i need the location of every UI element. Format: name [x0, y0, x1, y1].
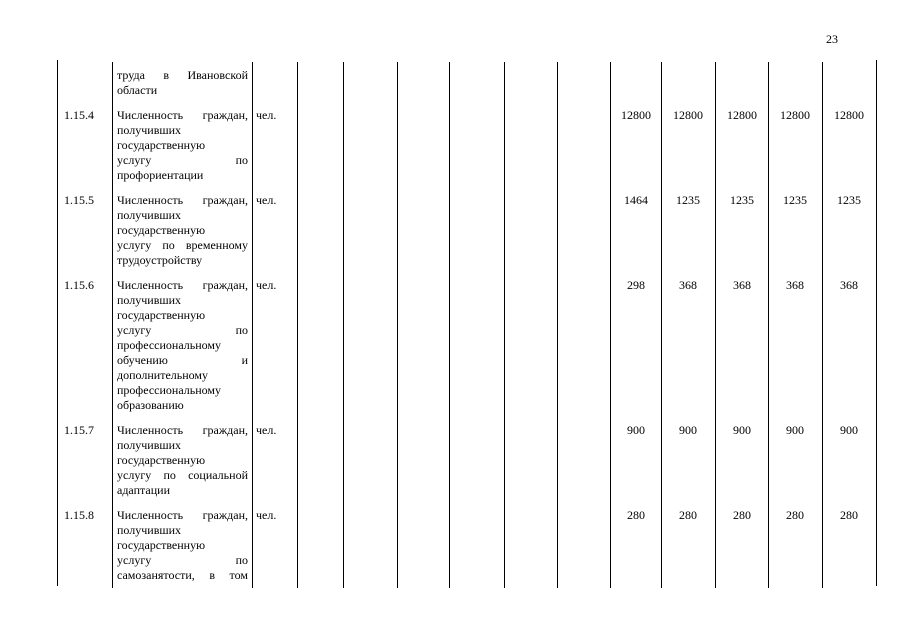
- value-cell: 280: [840, 508, 858, 522]
- indicator-name: [117, 423, 248, 498]
- indicator-name-line: услугу по: [117, 553, 248, 567]
- indicator-name-line: получивших: [117, 438, 182, 452]
- indicator-name-line: обучению и: [117, 353, 248, 367]
- indicator-name-line: Численность граждан,: [117, 508, 248, 522]
- value-cell: 368: [786, 278, 804, 292]
- column-border: [252, 62, 253, 588]
- value-cell: 298: [627, 278, 645, 292]
- indicator-name-line: государственную: [117, 453, 206, 467]
- indicator-name-line: услугу по: [117, 323, 248, 337]
- row-number: 1.15.8: [64, 508, 94, 522]
- indicator-name: [117, 108, 248, 183]
- indicator-name-line: государственную: [117, 138, 206, 152]
- column-border: [557, 62, 558, 588]
- value-cell: 900: [786, 423, 804, 437]
- column-border: [715, 62, 716, 588]
- unit-cell: чел.: [256, 508, 277, 522]
- indicator-name-line: услугу по временному: [117, 238, 248, 252]
- unit-cell: чел.: [256, 278, 277, 292]
- indicator-name-line: трудоустройству: [117, 253, 203, 267]
- indicator-name-line: получивших: [117, 123, 182, 137]
- unit-cell: чел.: [256, 423, 277, 437]
- indicator-name-line: образованию: [117, 398, 184, 412]
- column-border: [768, 62, 769, 588]
- value-cell: 1235: [837, 193, 861, 207]
- column-border: [297, 62, 298, 588]
- indicator-name-line: Численность граждан,: [117, 278, 248, 292]
- indicator-name-line: труда в Ивановской: [117, 68, 248, 82]
- row-number: 1.15.4: [64, 108, 94, 122]
- indicator-name-line: получивших: [117, 293, 182, 307]
- row-number: 1.15.5: [64, 193, 94, 207]
- indicator-name-line: государственную: [117, 308, 206, 322]
- indicator-name-line: области: [117, 83, 158, 97]
- value-cell: 1235: [676, 193, 700, 207]
- value-cell: 280: [627, 508, 645, 522]
- value-cell: 368: [679, 278, 697, 292]
- value-cell: 1235: [730, 193, 754, 207]
- indicator-name-line: адаптации: [117, 483, 171, 497]
- indicator-name: [117, 508, 248, 583]
- row-number: 1.15.7: [64, 423, 94, 437]
- column-border: [504, 62, 505, 588]
- indicator-name-line: услугу по социальной: [117, 468, 248, 482]
- column-border: [397, 62, 398, 588]
- value-cell: 900: [840, 423, 858, 437]
- indicator-name-line: получивших: [117, 208, 182, 222]
- indicator-name-line: профессиональному: [117, 383, 221, 397]
- indicator-name-line: самозанятости, в том: [117, 568, 248, 582]
- value-cell: 12800: [727, 108, 757, 122]
- indicator-name-line: Численность граждан,: [117, 108, 248, 122]
- value-cell: 368: [840, 278, 858, 292]
- column-border: [876, 60, 877, 586]
- value-cell: 12800: [673, 108, 703, 122]
- value-cell: 900: [627, 423, 645, 437]
- indicator-name-line: государственную: [117, 223, 206, 237]
- value-cell: 900: [679, 423, 697, 437]
- indicator-name: [117, 68, 248, 98]
- value-cell: 12800: [621, 108, 651, 122]
- indicator-name-line: услугу по: [117, 153, 248, 167]
- column-border: [822, 62, 823, 588]
- indicator-name-line: дополнительному: [117, 368, 209, 382]
- column-border: [112, 62, 113, 588]
- indicator-name-line: государственную: [117, 538, 206, 552]
- indicator-name-line: профориентации: [117, 168, 204, 182]
- value-cell: 368: [733, 278, 751, 292]
- unit-cell: чел.: [256, 108, 277, 122]
- indicator-name-line: Численность граждан,: [117, 423, 248, 437]
- column-border: [449, 62, 450, 588]
- indicator-name: [117, 278, 248, 413]
- row-number: 1.15.6: [64, 278, 94, 292]
- value-cell: 12800: [834, 108, 864, 122]
- indicator-name-line: Численность граждан,: [117, 193, 248, 207]
- column-border: [661, 62, 662, 588]
- value-cell: 280: [733, 508, 751, 522]
- indicator-name: [117, 193, 248, 268]
- indicator-name-line: профессиональному: [117, 338, 221, 352]
- value-cell: 280: [679, 508, 697, 522]
- value-cell: 12800: [780, 108, 810, 122]
- page-number: 23: [826, 32, 838, 46]
- unit-cell: чел.: [256, 193, 277, 207]
- indicator-name-line: получивших: [117, 523, 182, 537]
- value-cell: 1235: [783, 193, 807, 207]
- value-cell: 280: [786, 508, 804, 522]
- value-cell: 1464: [624, 193, 648, 207]
- value-cell: 900: [733, 423, 751, 437]
- column-border: [343, 62, 344, 588]
- column-border: [57, 60, 58, 586]
